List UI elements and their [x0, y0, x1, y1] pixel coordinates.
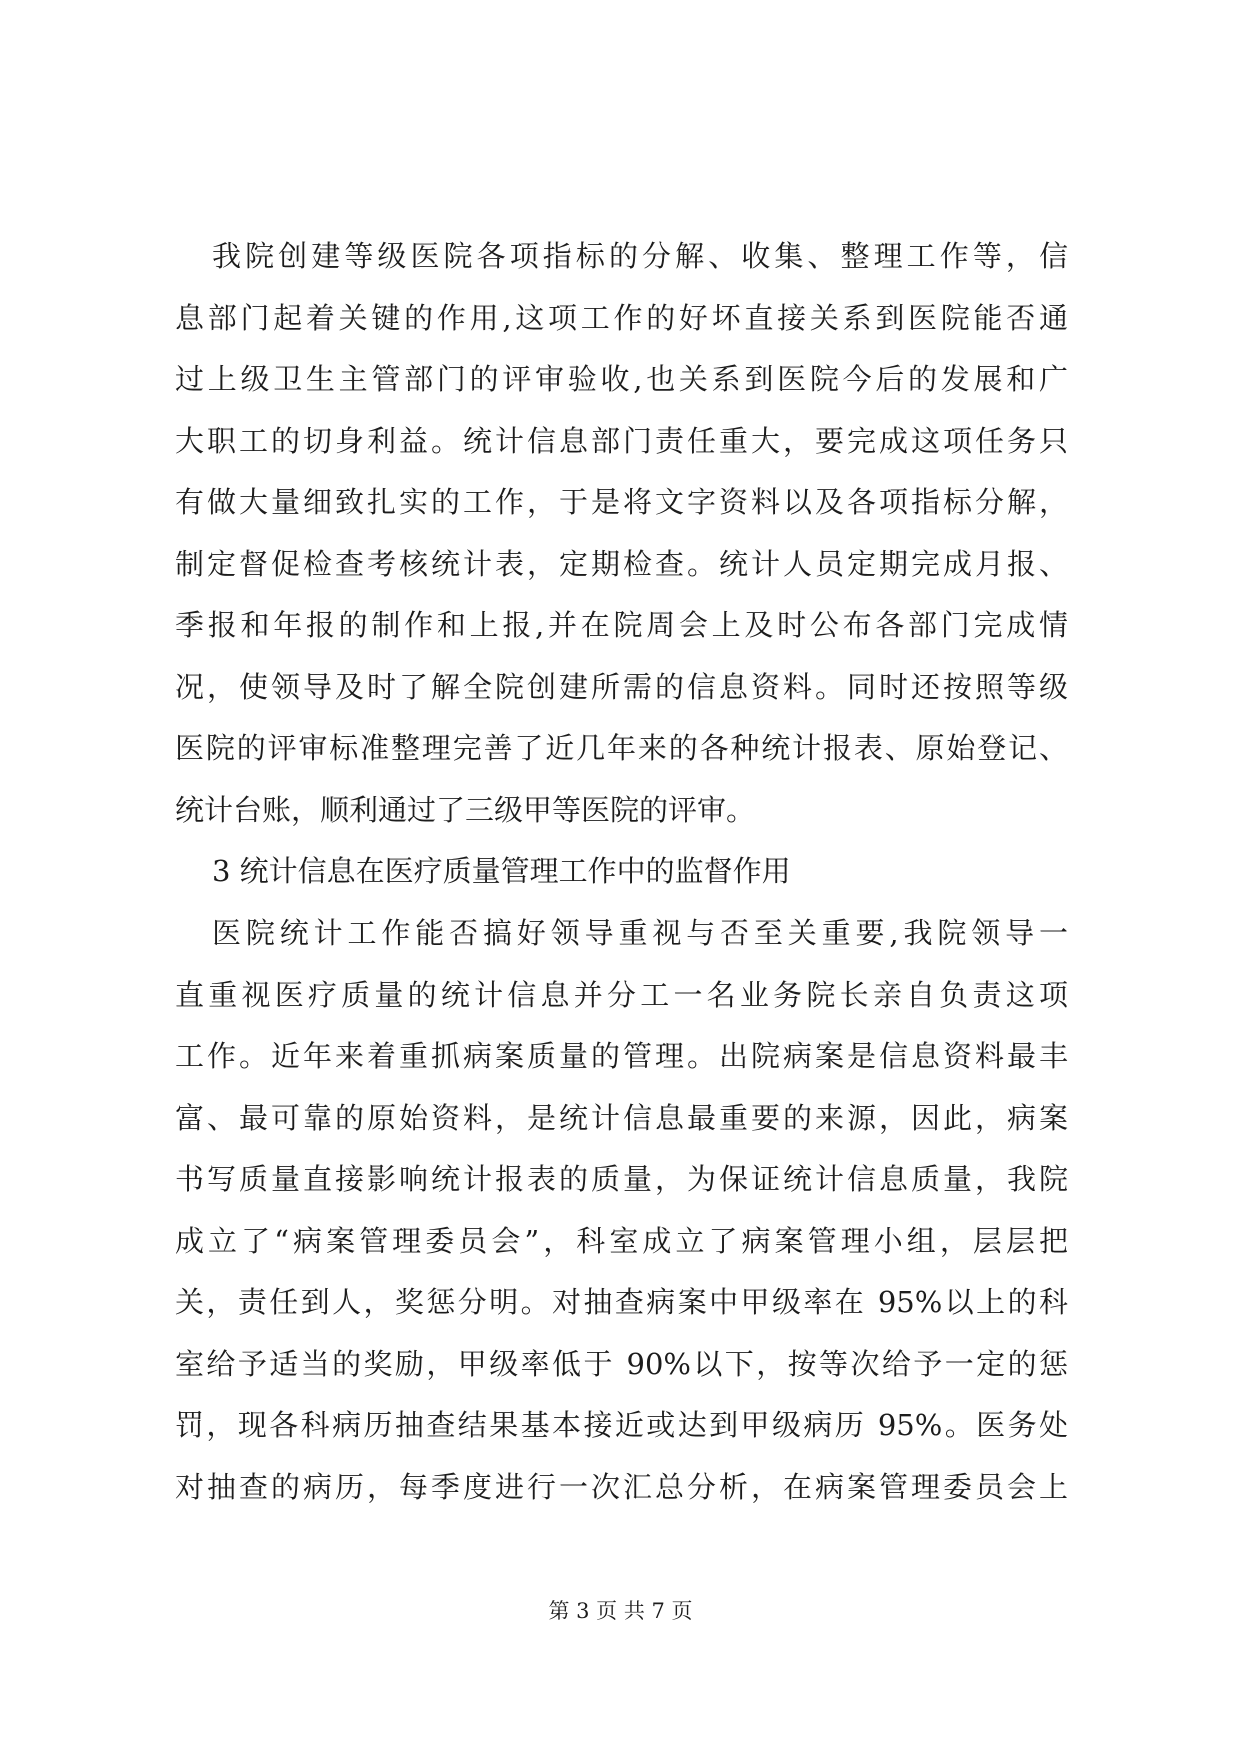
paragraph	[175, 903, 1068, 1518]
page-footer	[0, 1596, 1241, 1626]
text-line: 室给予适当的奖励，甲级率低于 90%以下，按等次给予一定的惩	[175, 1346, 1068, 1381]
text-line: 季报和年报的制作和上报,并在院周会上及时公布各部门完成情	[175, 608, 1068, 643]
text-line: 成立了“病案管理委员会”，科室成立了病案管理小组，层层把	[175, 1223, 1068, 1258]
paragraph	[175, 226, 1068, 841]
document-body	[175, 226, 1068, 1518]
text-line: 医院的评审标准整理完善了近几年来的各种统计报表、原始登记、	[175, 731, 1068, 766]
text-line: 关，责任到人，奖惩分明。对抽查病案中甲级率在 95%以上的科	[175, 1285, 1068, 1320]
text-line: 直重视医疗质量的统计信息并分工一名业务院长亲自负责这项	[175, 977, 1068, 1012]
section-heading-text: 3 统计信息在医疗质量管理工作中的监督作用	[212, 854, 791, 889]
text-line: 书写质量直接影响统计报表的质量，为保证统计信息质量，我院	[175, 1162, 1068, 1197]
section-heading	[175, 841, 1068, 903]
text-line: 罚，现各科病历抽查结果基本接近或达到甲级病历 95%。医务处	[175, 1408, 1068, 1443]
text-line: 大职工的切身利益。统计信息部门责任重大，要完成这项任务只	[175, 423, 1068, 458]
text-line: 息部门起着关键的作用,这项工作的好坏直接关系到医院能否通	[175, 300, 1068, 335]
text-line: 对抽查的病历，每季度进行一次汇总分析，在病案管理委员会上	[175, 1469, 1068, 1504]
text-line: 有做大量细致扎实的工作，于是将文字资料以及各项指标分解，	[175, 485, 1068, 520]
text-line: 过上级卫生主管部门的评审验收,也关系到医院今后的发展和广	[175, 362, 1068, 397]
page-number-label: 第 3 页 共 7 页	[548, 1599, 693, 1623]
text-line: 制定督促检查考核统计表，定期检查。统计人员定期完成月报、	[175, 546, 1068, 581]
text-line: 我院创建等级医院各项指标的分解、收集、整理工作等，信	[212, 239, 1068, 273]
text-line: 统计台账，顺利通过了三级甲等医院的评审。	[175, 792, 756, 827]
text-line: 富、最可靠的原始资料，是统计信息最重要的来源，因此，病案	[175, 1100, 1068, 1135]
text-line: 医院统计工作能否搞好领导重视与否至关重要,我院领导一	[212, 916, 1068, 951]
text-line: 况，使领导及时了解全院创建所需的信息资料。同时还按照等级	[175, 669, 1068, 704]
text-line: 工作。近年来着重抓病案质量的管理。出院病案是信息资料最丰	[175, 1039, 1068, 1074]
